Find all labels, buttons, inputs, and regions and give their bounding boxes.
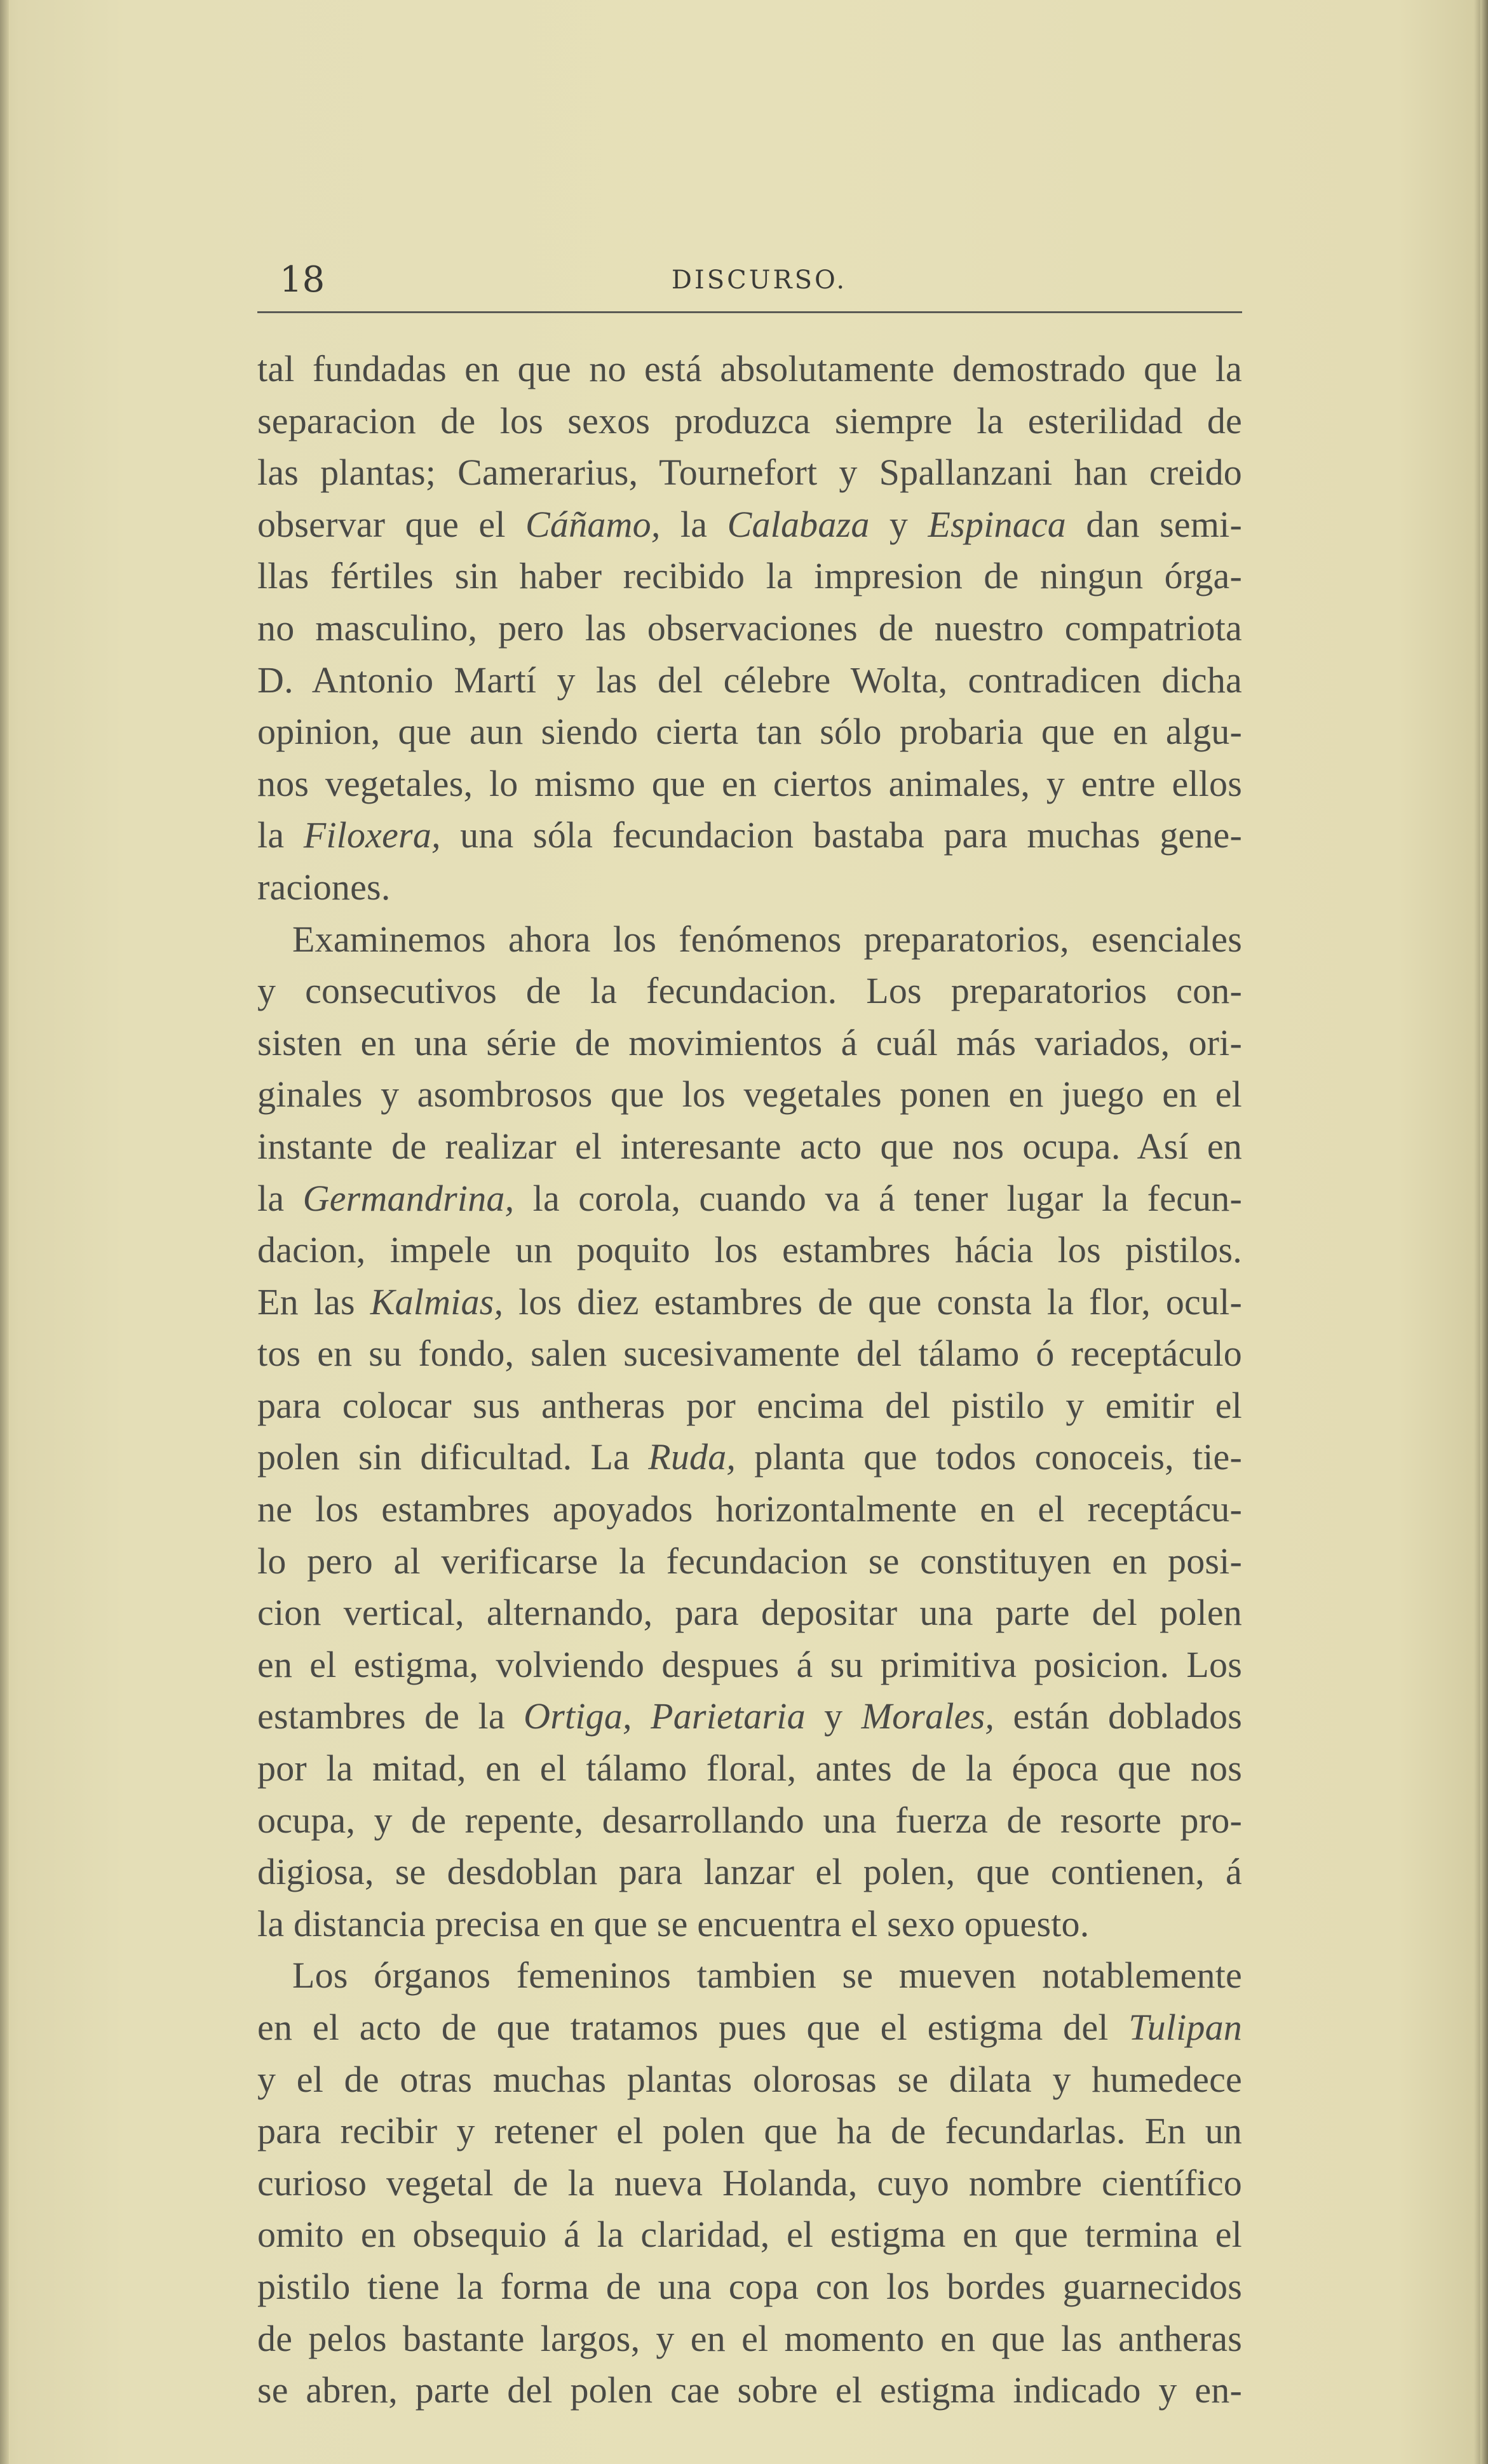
italic-term: Ruda, (648, 1436, 736, 1478)
page-header (251, 254, 1242, 305)
text-line (257, 602, 1242, 654)
text-segment: nos vegetales, lo mismo que en ciertos animales, y entre ellos (257, 762, 1242, 804)
text-segment: ocupa, y de repente, desarrollando una fuerza de resorte pro- (257, 1799, 1242, 1841)
page-edge (1480, 0, 1488, 2464)
text-line (257, 343, 1242, 395)
text-segment: por la mitad, en el tálamo floral, antes de la época que nos (257, 1747, 1242, 1789)
text-segment: la distancia precisa en que se encuentra el sexo opuesto. (257, 1902, 1090, 1944)
text-line (257, 1483, 1242, 1535)
text-line (257, 1535, 1242, 1587)
text-segment: están doblados (994, 1695, 1242, 1737)
text-segment: no masculino, pero las observaciones de nuestro compatriota (257, 607, 1242, 649)
text-segment: raciones. (257, 866, 391, 908)
text-segment: en el estigma, volviendo despues á su primitiva posicion. Los (257, 1643, 1242, 1685)
text-segment: opinion, que aun siendo cierta tan sólo probaria que en algu- (257, 711, 1242, 753)
text-segment: instante de realizar el interesante acto que nos ocupa. Así en (257, 1125, 1242, 1167)
text-line (257, 1328, 1242, 1380)
text-line (257, 1949, 1242, 2002)
text-segment: y consecutivos de la fecundacion. Los preparatorios con- (257, 970, 1242, 1012)
text-segment: tos en su fondo, salen sucesivamente del tálamo ó receptáculo (257, 1333, 1242, 1375)
text-segment: y (805, 1695, 862, 1737)
text-segment: Examinemos ahora los fenómenos preparatorios, esenciales (292, 918, 1242, 960)
text-segment: ne los estambres apoyados horizontalmente en el receptácu- (257, 1488, 1242, 1530)
text-line (257, 1224, 1242, 1276)
text-line (257, 1690, 1242, 1742)
text-line (257, 2313, 1242, 2365)
text-line (257, 2105, 1242, 2157)
text-line (257, 1794, 1242, 1847)
text-segment: los diez estambres de que consta la flor, ocul- (503, 1281, 1242, 1323)
text-line (257, 2261, 1242, 2313)
italic-term: Kalmias, (370, 1281, 504, 1323)
text-line (257, 809, 1242, 861)
text-segment: la (660, 503, 727, 545)
text-segment: dan semi- (1066, 503, 1242, 545)
text-line (257, 1587, 1242, 1639)
text-line (257, 1639, 1242, 1691)
text-line (257, 706, 1242, 758)
text-segment: y el de otras muchas plantas olorosas se dilata y humedece (257, 2058, 1242, 2100)
text-line (257, 2209, 1242, 2261)
text-segment: En las (257, 1281, 370, 1323)
text-line (257, 1846, 1242, 1898)
text-segment: planta que todos conoceis, tie- (736, 1436, 1242, 1478)
text-segment: las plantas; Camerarius, Tournefort y Spallanzani han creido (257, 452, 1242, 494)
text-line (257, 2002, 1242, 2054)
text-segment: para recibir y retener el polen que ha de fecundarlas. En un (257, 2110, 1242, 2152)
header-rule (257, 311, 1242, 313)
italic-term: Filoxera, (303, 814, 441, 856)
text-line (257, 1431, 1242, 1483)
text-segment: la corola, cuando va á tener lugar la fecun- (514, 1177, 1242, 1219)
text-line (257, 1380, 1242, 1432)
text-segment: omito en obsequio á la claridad, el estigma en que termina el (257, 2214, 1242, 2256)
text-segment: pistilo tiene la forma de una copa con los bordes guarnecidos (257, 2265, 1242, 2307)
text-segment: digiosa, se desdoblan para lanzar el polen, que contienen, á (257, 1851, 1242, 1893)
text-segment: estambres de la (257, 1695, 524, 1737)
italic-term: Tulipan (1128, 2007, 1242, 2048)
text-segment: una sóla fecundacion bastaba para muchas gene- (440, 814, 1242, 856)
text-segment: para colocar sus antheras por encima del pistilo y emitir el (257, 1384, 1242, 1426)
text-segment: de pelos bastante largos, y en el momento en que las antheras (257, 2317, 1242, 2359)
italic-term: Ortiga, Parietaria (524, 1695, 806, 1737)
italic-term: Espinaca (928, 503, 1066, 545)
italic-term: Cáñamo, (525, 503, 661, 545)
page-number: 18 (280, 259, 325, 300)
text-line (257, 1742, 1242, 1794)
text-line (257, 2364, 1242, 2416)
text-line (257, 2054, 1242, 2106)
text-line (257, 758, 1242, 810)
text-segment: la (257, 814, 304, 856)
text-line (257, 499, 1242, 551)
text-segment: cion vertical, alternando, para depositar una parte del polen (257, 1592, 1242, 1634)
text-segment: observar que el (257, 503, 526, 545)
text-line (257, 1121, 1242, 1173)
text-line (257, 1173, 1242, 1225)
text-line (257, 550, 1242, 602)
text-segment: en el acto de que tratamos pues que el estigma del (257, 2007, 1129, 2048)
text-line (257, 913, 1242, 966)
page-spine-shadow (0, 0, 9, 2464)
text-line (257, 447, 1242, 499)
text-segment: dacion, impele un poquito los estambres hácia los pistilos. (257, 1229, 1242, 1271)
text-segment: se abren, parte del polen cae sobre el estigma indicado y en- (257, 2369, 1242, 2411)
running-head: DISCURSO. (671, 266, 848, 295)
text-line (257, 1276, 1242, 1328)
italic-term: Germandrina, (302, 1177, 515, 1219)
text-line (257, 1898, 1242, 1950)
body-text (257, 343, 1242, 2416)
italic-term: Calabaza (727, 503, 870, 545)
text-line (257, 2157, 1242, 2209)
text-segment: y (869, 503, 928, 545)
text-segment: ginales y asombrosos que los vegetales ponen en juego en el (257, 1074, 1242, 1115)
text-line (257, 861, 1242, 913)
text-line (257, 1017, 1242, 1069)
text-segment: la (257, 1177, 303, 1219)
italic-term: Morales, (861, 1695, 995, 1737)
text-segment: polen sin dificultad. La (257, 1436, 649, 1478)
text-line (257, 654, 1242, 706)
text-line (257, 1068, 1242, 1121)
text-segment: lo pero al verificarse la fecundacion se constituyen en posi- (257, 1540, 1242, 1582)
text-segment: tal fundadas en que no está absolutamente demostrado que la (257, 348, 1242, 389)
text-segment: separacion de los sexos produzca siempre la esterilidad de (257, 400, 1242, 441)
text-segment: llas fértiles sin haber recibido la impresion de ningun órga- (257, 555, 1242, 597)
text-segment: sisten en una série de movimientos á cuál más variados, ori- (257, 1021, 1242, 1063)
text-segment: D. Antonio Martí y las del célebre Wolta, contradicen dicha (257, 659, 1242, 701)
text-line (257, 965, 1242, 1017)
text-segment: Los órganos femeninos tambien se mueven notablemente (292, 1955, 1242, 1996)
text-line (257, 395, 1242, 447)
text-segment: curioso vegetal de la nueva Holanda, cuyo nombre científico (257, 2162, 1242, 2204)
